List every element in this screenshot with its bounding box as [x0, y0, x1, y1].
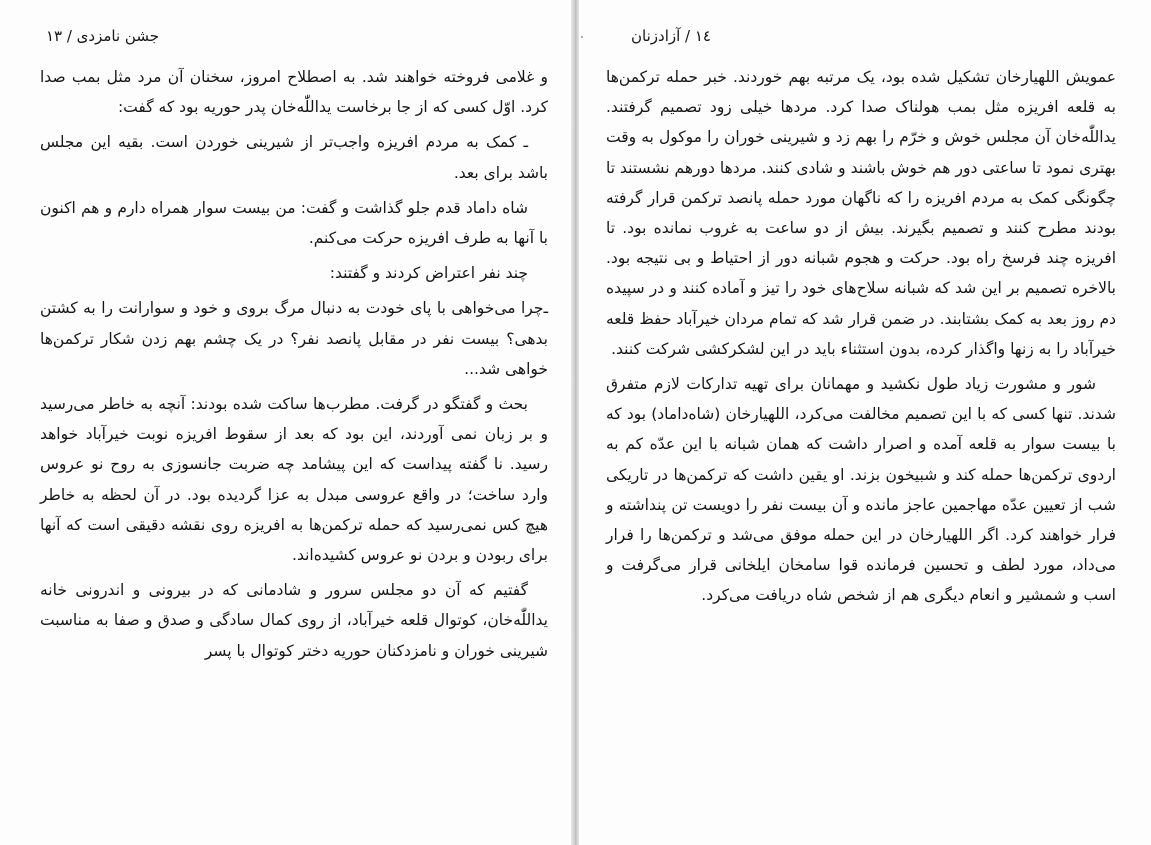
right-page	[579, 0, 1151, 845]
left-paragraph-5: ـ‌چرا می‌خواهی با پای خودت به دنبال مرگ بروی و خود و سوارانت را به کشتن بدهی؟ بیست نفر در مقابل پانصد نفر؟ در یک چشم بهم زدن شکار ترکمن‌ها خواهی شد...	[40, 299, 548, 378]
left-paragraph-2: ـ کمک به مردم افریزه واجب‌تر از شیرینی خوردن است. بقیه این مجلس باشد برای بعد.	[40, 133, 548, 182]
left-body-text	[40, 62, 548, 666]
right-paragraph-2: شور و مشورت زیاد طول نکشید و مهمانان برای تهیه تدارکات لازم متفرق شدند. تنها کسی که با این تصمیم مخالفت می‌کرد، اللهیارخان (شاه‌داماد) بود که با بیست سوار به قلعه آمده و اصرار داشت که همان شبانه با این عدّه کم به اردوی ترکمن‌ها حمله کند و شبیخون بزند. او یقین داشت که ترکمن‌ها در تاریکی شب از تعیین عدّه مهاجمین عاجز مانده و آن بیست نفر را دویست تن پنداشته و فرار خواهند کرد. اگر اللهیارخان در این حمله موفق می‌شد و ترکمن‌ها را فرار می‌داد، مورد لطف و تحسین فرمانده قوا سامخان ایلخانی قرار می‌گرفت و اسب و شمشیر و انعام دیگری هم از شخص شاه دریافت می‌کرد.	[606, 375, 1116, 605]
left-paragraph-3: شاه داماد قدم جلو گذاشت و گفت: من بیست سوار همراه دارم و هم اکنون با آنها به طرف افریزه حرکت می‌کنم.	[40, 198, 548, 248]
left-running-head: جشن نامزدی / ۱۳	[45, 27, 159, 45]
right-running-head: ١٤ / آزادزنان	[631, 27, 711, 45]
left-paragraph-1: و غلامی فروخته خواهند شد. به اصطلاح امروز، سخنان آن مرد مثل بمب صدا کرد. اوّل کسی که از جا برخاست یداللّٰه‌خان پدر حوریه بود که گفت:	[40, 68, 548, 117]
left-paragraph-6: بحث و گفتگو در گرفت. مطرب‌ها ساکت شده بودند: آنچه به خاطر می‌رسید و بر زبان نمی آوردند، این بود که بعد از سقوط افریزه نوبت خیرآباد خواهد رسید. نا گفته پیداست که این پیشامد چه ضربت جانسوزی به روح نو عروس وارد ساخت؛ در واقع عروسی مبدل به عزا گردیده بود. در آن لحظه به خاطر هیچ کس نمی‌رسید که حمله ترکمن‌ها به افریزه روی نقشه دقیقی است که آنها برای ربودن و بردن نو عروس کشیده‌اند.	[40, 395, 548, 565]
left-page	[0, 0, 571, 845]
book-gutter	[571, 0, 579, 845]
right-paragraph-1: عمویش اللهیارخان تشکیل شده بود، یک مرتبه بهم خوردند. خبر حمله ترکمن‌ها به قلعه افریزه مثل بمب هولناک صدا کرد. مردها خیلی زود تصمیم گرفتند. یداللّٰه‌خان آن مجلس خوش و خرّم را بهم زد و شیرینی خوران را موکول به وقت بهتری نمود تا ساعتی دور هم خوش باشند و شادی کنند. مردها دورهم نشستند تا چگونگی کمک به مردم افریزه را که ناگهان مورد حمله پانصد ترکمن قرار گرفته بودند مطرح کنند و تصمیم بگیرند. بیش از دو ساعت به غروب نمانده بود. تا افریزه چند فرسخ راه بود. حرکت و هجوم شبانه دور از احتیاط و بی نتیجه بود. بالاخره تصمیم بر این شد که شبانه سلاح‌های خود را تیز و آماده کنند و در سپیده دم روز بعد به کمک بشتابند. در ضمن قرار شد که تمام مردان خیرآباد حفظ قلعه خیرآباد را به زنها واگذار کرده، بدون استثناء باید در این لشکرکشی شرکت کنند.	[606, 68, 1116, 358]
right-body-text	[606, 62, 1116, 611]
left-paragraph-4: چند نفر اعتراض کردند و گفتند:	[329, 264, 528, 283]
left-paragraph-7: گفتیم که آن دو مجلس سرور و شادمانی که در بیرونی و اندرونی خانه یداللّٰه‌خان، کوتوال قلعه خیرآباد، از روی کمال سادگی و صدق و صفا به مناسبت شیرینی خوران و نامزدکنان حوریه دختر کوتوال با پسر	[40, 581, 548, 660]
